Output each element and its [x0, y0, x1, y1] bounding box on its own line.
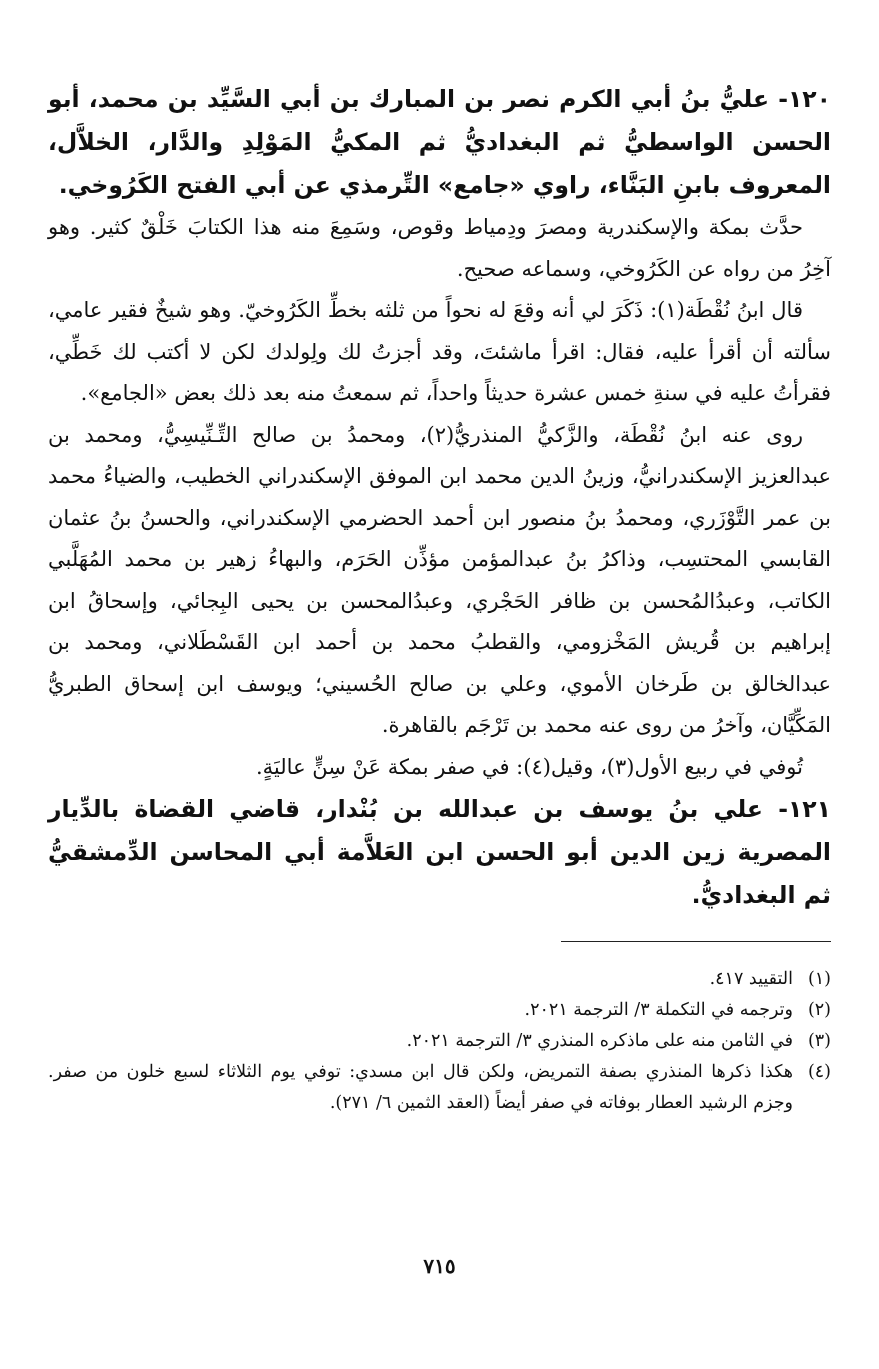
footnote [48, 964, 831, 995]
footnote-text: وترجمه في التكملة ٣/ الترجمة ٢٠٢١. [524, 1000, 793, 1020]
entry-heading: ١٢٠- عليُّ بنُ أبي الكرم نصر بن المبارك بن أبي السَّيِّد بن محمد، أبو الحسن الواسطيُّ ثم البغداديُّ ثم المكيُّ المَوْلِدِ والدَّار، الخلاَّل، المعروف بابنِ البَنَّاء، راوي «جامع» التِّرمذي عن أبي الفتح الكَرُوخي. [48, 85, 831, 199]
footnote-number: (١) [807, 969, 831, 989]
body-paragraph: تُوفي في ربيع الأول(٣)، وقيل(٤): في صفر بمكة عَنْ سِنٍّ عاليَةٍ. [256, 754, 803, 779]
footnote-number: (٣) [807, 1031, 831, 1051]
biography-entry-120 [48, 78, 831, 788]
page-number: ٧١٥ [423, 1254, 456, 1278]
footnotes [48, 964, 831, 1119]
footnote-text: في الثامن منه على ماذكره المنذري ٣/ الترجمة ٢٠٢١. [406, 1031, 793, 1051]
body-paragraph: حدَّث بمكة والإسكندرية ومصرَ ودِمياط وقوص، وسَمِعَ منه هذا الكتابَ خَلْقٌ كثير. وهو آخِرُ من رواه عن الكَرُوخي، وسماعه صحيح. [48, 215, 831, 281]
footnote [48, 995, 831, 1026]
footnote [48, 1057, 831, 1119]
footnote-number: (٢) [807, 1000, 831, 1020]
footnote-text: التقييد ٤١٧. [709, 969, 793, 989]
footnote-number: (٤) [807, 1062, 831, 1082]
footnote-divider [561, 941, 831, 942]
body-paragraph: قال ابنُ نُقْطَة(١): ذَكَرَ لي أنه وقعَ له نحواً من ثلثه بخطِّ الكَرُوخيّ. وهو شيخٌ فقير عامي، سألته أن أقرأ عليه، فقال: اقرأ ماشئتَ، وقد أجزتُ لك ولِولدك لكن لا أكتب لك خَطِّي، فقرأتُ عليه في سنةِ خمس عشرة حديثاً واحداً، ثم سمعتُ منه بعد ذلك بعض «الجامع». [48, 298, 831, 405]
entry-heading: ١٢١- علي بنُ يوسف بن عبدالله بن بُنْدار، قاضي القضاة بالدِّيار المصرية زين الدين أبو الحسن ابن العَلاَّمة أبي المحاسن الدِّمشقيُّ ثم البغداديُّ. [48, 795, 831, 909]
body-paragraph: روى عنه ابنُ نُقْطَة، والزَّكيُّ المنذريُّ(٢)، ومحمدُ بن صالح التِّـنِّيسِيُّ، ومحمد بن عبدالعزيز الإسكندرانيُّ، وزينُ الدين محمد ابن الموفق الإسكندراني الخطيب، والضياءُ محمد بن عمر التَّوْزَري، ومحمدُ بنُ منصور ابن أحمد الحضرمي الإسكندراني، والحسنُ بنُ عثمان القابسي المحتسِب، وذاكرُ بنُ عبدالمؤمن مؤذِّن الحَرَم، والبهاءُ زهير بن محمد المُهَلَّبي الكاتب، وعبدُالمُحسن بن ظافر الحَجْري، وعبدُالمحسن بن يحيى البِجائي، وإسحاقُ ابن إبراهيم بن قُريش المَخْزومي، والقطبُ محمد بن أحمد ابن القَسْطَلاني، ومحمد بن عبدالخالق بن طَرخان الأموي، وعلي بن صالح الحُسيني؛ ويوسف ابن إسحاق الطبريُّ المَكِّيَّان، وآخرُ من روى عنه محمد بن تَرْجَم بالقاهرة. [48, 422, 831, 737]
footnote [48, 1026, 831, 1057]
book-page [48, 78, 831, 1338]
footnote-text: هكذا ذكرها المنذري بصفة التمريض، ولكن قال ابن مسدي: توفي يوم الثلاثاء لسبع خلون من صفر. وجزم الرشيد العطار بوفاته في صفر أيضاً (العقد الثمين ٦/ ٢٧١). [48, 1062, 793, 1113]
biography-entry-121 [48, 788, 831, 917]
